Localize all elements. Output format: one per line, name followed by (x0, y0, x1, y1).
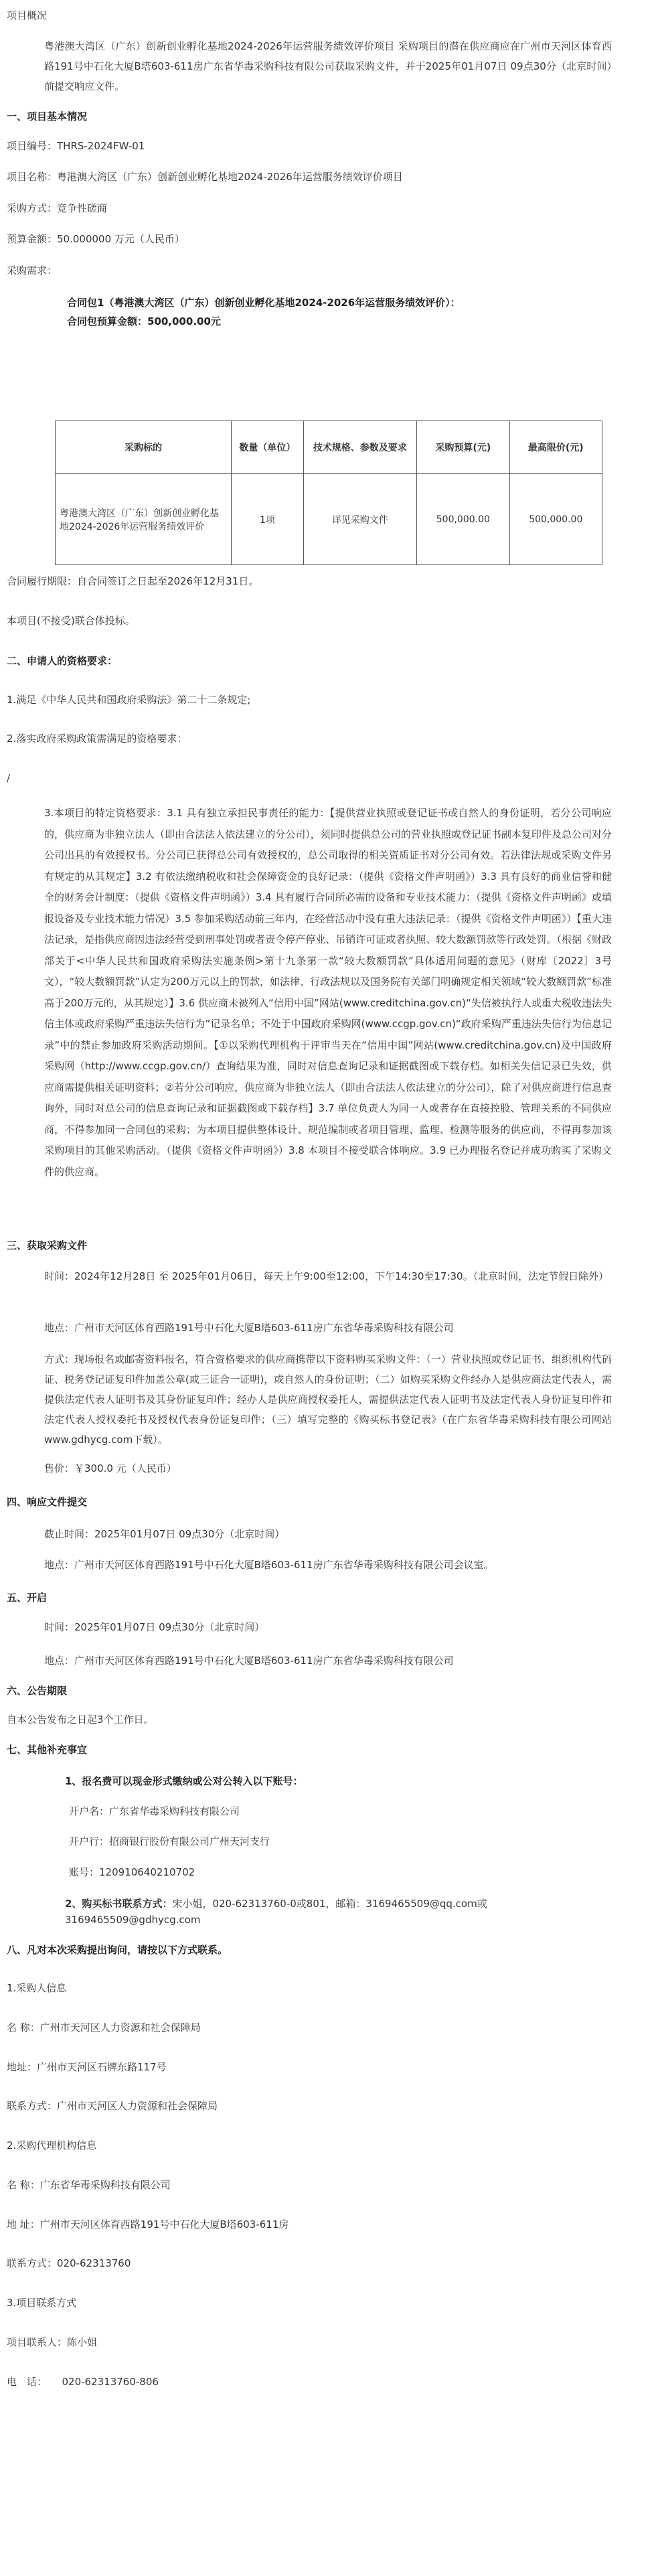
budget-amount: 预算金额：50.000000 万元（人民币） (7, 233, 185, 245)
purchaser-address: 地址：广州市天河区石牌东路117号 (7, 2061, 167, 2073)
table-header: 最高限价(元) (509, 421, 602, 474)
section-2-title: 二、申请人的资格要求： (7, 655, 118, 667)
submission-place: 地点：广州市天河区体育西路191号中石化大厦B塔603-611房广东省华毒采购科技有限公司会议室。 (44, 1559, 494, 1571)
section-5-title: 五、开启 (7, 1592, 48, 1604)
project-name: 项目名称：粤港澳大湾区（广东）创新创业孵化基地2024-2026年运营服务绩效评价项目 (7, 171, 403, 183)
table-header: 采购标的 (56, 421, 232, 474)
obtain-place: 地点：广州市天河区体育西路191号中石化大厦B塔603-611房广东省华毒采购科技有限公司 (44, 1322, 454, 1334)
requirement-1: 1.满足《中华人民共和国政府采购法》第二十二条规定; (7, 694, 251, 706)
agency-info-heading: 2.采购代理机构信息 (7, 2139, 97, 2151)
requirement-2: 2.落实政府采购政策需满足的资格要求： (7, 733, 187, 745)
overview-text: 粤港澳大湾区（广东）创新创业孵化基地2024-2026年运营服务绩效评价项目 采购项目的潜在供应商应在广州市天河区体育西路191号中石化大厦B塔603-611房广东省华毒采购科技有限公司获取采购文件，并于2025年01月07日 09点30分（北京时间）前提交响应文件。 (44, 40, 612, 92)
package-title: 合同包1（粤港澳大湾区（广东）创新创业孵化基地2024-2026年运营服务绩效评价）： (67, 297, 461, 309)
obtain-method: 方式：现场报名或邮寄资料报名，符合资格要求的供应商携带以下资料购买采购文件：（一）营业执照或登记证书、组织机构代码证、税务登记证复印件加盖公章(或三证合一证明)，或自然人的身份证明；（二）如购买采购文件经办人是供应商法定代表人，需提供法定代表人证明书及其身份证复印件；经办人是供应商授权委托人，需提供法定代表人证明书及法定代表人身份证复印件和法定代表人授权委托书及授权代表身份证复印件；（三）填写完整的《购买标书登记表》（在广东省华毒采购科技有限公司网站www.gdhycg.com下载）。 (44, 1353, 612, 1446)
project-contact-phone: 电 话： 020-62313760-806 (7, 2376, 159, 2388)
project-contact-person: 项目联系人：陈小姐 (7, 2336, 98, 2348)
agency-phone: 联系方式：020-62313760 (7, 2257, 131, 2269)
project-number: 项目编号：THRS-2024FW-01 (7, 140, 145, 152)
table-header-row (56, 421, 602, 474)
table-header: 采购预算(元) (417, 421, 509, 474)
table-cell: 详见采购文件 (303, 474, 417, 565)
table-cell: 粤港澳大湾区（广东）创新创业孵化基地2024-2026年运营服务绩效评价 (56, 474, 232, 565)
table-cell: 500,000.00 (417, 474, 509, 565)
requirement-3: 3.本项目的特定资格要求：3.1 具有独立承担民事责任的能力：【提供营业执照或登记证书或自然人的身份证明，若分公司响应的，供应商为非独立法人（即由合法法人依法建立的分公司），须同时提供总公司的营业执照或登记证书副本复印件及总公司对分公司出具的有效授权书。分公司已获得总公司有效授权的，总公司取得的相关资质证书对分公司有效。若法律法规或采购文件另有规定的从其规定】3.2 有依法缴纳税收和社会保障资金的良好记录：（提供《资格文件声明函》）3.3 具有良好的商业信誉和健全的财务会计制度：（提供《资格文件声明函》）3.4 具有履行合同所必需的设备和专业技术能力：（提供《资格文件声明函》或填报设备及专业技术能力情况）3.5 参加采购活动前三年内，在经营活动中没有重大违法记录：（提供《资格文件声明函》）【重大违法记录，是指供应商因违法经营受到刑事处罚或者责令停产停业、吊销许可证或者执照、较大数额罚款等行政处罚。（根据《财政部关于<中华人民共和国政府采购法实施条例>第十九条第一款“较大数额罚款”具体适用问题的意见》（财库〔2022〕3号文），“较大数额罚款”认定为200万元以上的罚款，如法律、行政法规以及国务院有关部门明确规定相关领域“较大数额罚款”标准高于200万元的，从其规定）】3.6 供应商未被列入“信用中国”网站(www.creditchina.gov.cn)“失信被执行人或重大税收违法失信主体或政府采购严重违法失信行为”记录名单；不处于中国政府采购网(www.ccgp.gov.cn)“政府采购严重违法失信行为信息记录”中的禁止参加政府采购活动期间。【①以采购代理机构于评审当天在“信用中国”网站(www.creditchina.gov.cn)及中国政府采购网（http://www.ccgp.gov.cn/）查询结果为准，同时对信息查询记录和证据截图或下载存档。如相关失信记录已失效，供应商需提供相关证明资料；②若分公司响应，供应商为非独立法人（即由合法法人依法建立的分公司），除了对供应商进行信息查询外，同时对总公司的信息查询记录和证据截图或下载存档】3.7 单位负责人为同一人或者存在直接控股、管理关系的不同供应商，不得参加同一合同包的采购；为本项目提供整体设计、规范编制或者项目管理、监理、检测等服务的供应商，不得再参加该采购项目的其他采购活动。（提供《资格文件声明函》）3.8 本项目不接受联合体响应。3.9 已办理报名登记并成功购买了采购文件的供应商。 (44, 807, 612, 1178)
contract-period: 合同履行期限：自合同签订之日起至2026年12月31日。 (7, 575, 259, 587)
table-header: 技术规格、参数及要求 (303, 421, 417, 474)
table-cell: 500,000.00 (509, 474, 602, 565)
agency-address: 地 址：广州市天河区体育西路191号中石化大厦B塔603-611房 (7, 2218, 289, 2230)
consortium-note: 本项目(不接受)联合体投标。 (7, 615, 135, 627)
obtain-time: 时间：2024年12月28日 至 2025年01月06日，每天上午9:00至12:00，下午14:30至17:30。（北京时间，法定节假日除外） (44, 1270, 609, 1282)
opening-place: 地点：广州市天河区体育西路191号中石化大厦B塔603-611房广东省华毒采购科技有限公司 (44, 1655, 454, 1667)
project-overview-heading: 项目概况 (7, 9, 48, 21)
procurement-method: 采购方式：竞争性磋商 (7, 202, 108, 214)
section-8-title: 八、凡对本次采购提出询问，请按以下方式联系。 (7, 1944, 228, 1956)
procurement-table (55, 421, 602, 565)
table-row (56, 474, 602, 565)
purchase-contact (65, 1896, 594, 1928)
purchaser-info-heading: 1.采购人信息 (7, 1982, 67, 1994)
purchase-contact-text: 宋小姐，020-62313760-0或801，邮箱：3169465509@qq.com或3169465509@gdhycg.com (65, 1898, 487, 1926)
bank-name: 开户行：招商银行股份有限公司广州天河支行 (69, 1835, 270, 1847)
section-6-title: 六、公告期限 (7, 1685, 68, 1697)
document-price: 售价：￥300.0 元（人民币） (44, 1462, 177, 1474)
procurement-demand-label: 采购需求： (7, 264, 58, 277)
section-3-title: 三、获取采购文件 (7, 1239, 88, 1252)
fee-payment-title: 1、报名费可以现金形式缴纳或公对公转入以下账号： (65, 1775, 303, 1787)
opening-time: 时间：2025年01月07日 09点30分（北京时间） (44, 1621, 265, 1633)
table-cell: 1项 (232, 474, 303, 565)
purchaser-name: 名 称：广州市天河区人力资源和社会保障局 (7, 2022, 201, 2034)
section-4-title: 四、响应文件提交 (7, 1496, 88, 1508)
purchase-contact-title: 2、购买标书联系方式： (65, 1898, 173, 1910)
agency-name: 名 称：广东省华毒采购科技有限公司 (7, 2179, 171, 2191)
account-number: 账号：120910640210702 (69, 1866, 195, 1878)
purchaser-contact: 联系方式：广州市天河区人力资源和社会保障局 (7, 2100, 218, 2112)
notice-period: 自本公告发布之日起3个工作日。 (7, 1714, 154, 1726)
section-7-title: 七、其他补充事宜 (7, 1744, 88, 1756)
table-header: 数量（单位） (232, 421, 303, 474)
package-budget: 合同包预算金额：500,000.00元 (67, 315, 221, 327)
project-contact-heading: 3.项目联系方式 (7, 2297, 77, 2309)
section-1-title: 一、项目基本情况 (7, 110, 88, 123)
requirement-2-value: / (7, 772, 11, 784)
account-holder: 开户名：广东省华毒采购科技有限公司 (69, 1805, 240, 1817)
submission-deadline: 截止时间：2025年01月07日 09点30分（北京时间） (44, 1528, 285, 1540)
